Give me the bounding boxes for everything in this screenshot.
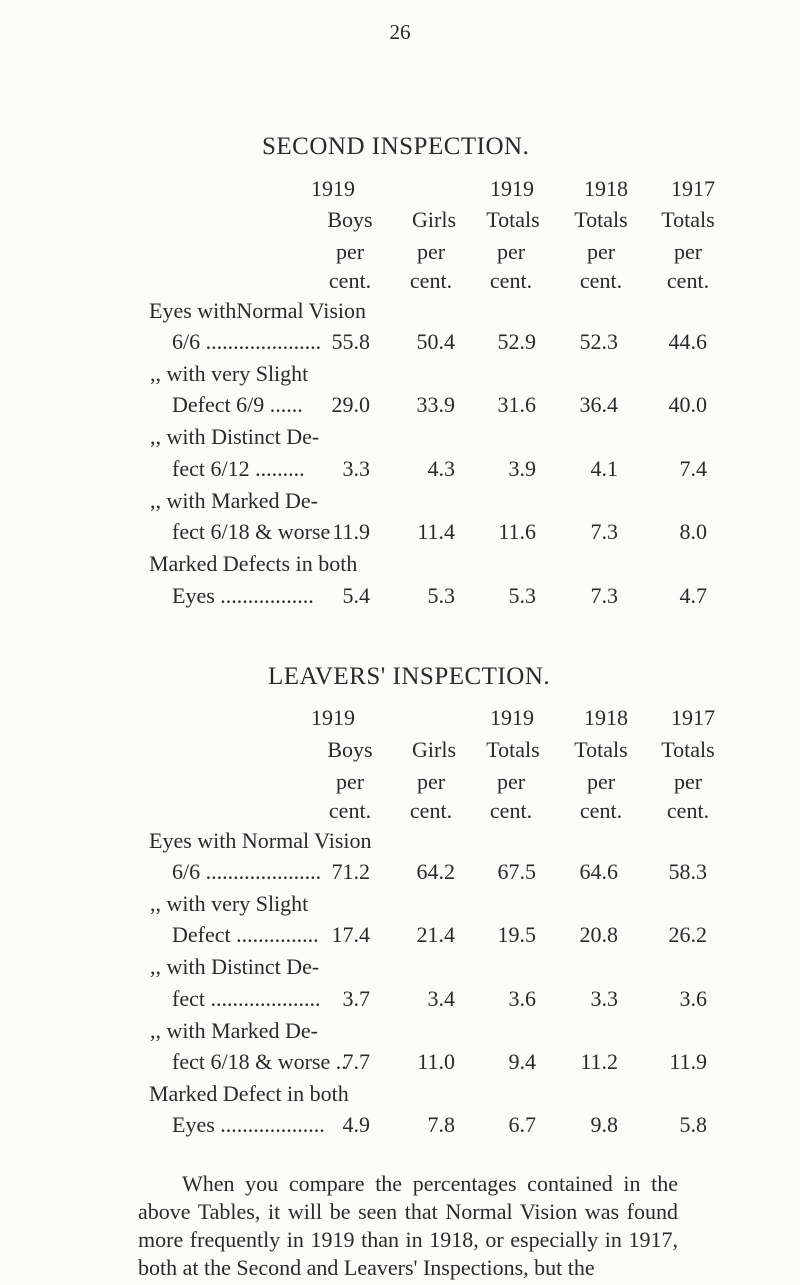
- header-year: 1917: [671, 176, 715, 201]
- cell-girls: 7.8: [427, 1112, 455, 1137]
- header-group: Totals: [486, 207, 540, 232]
- header-per: per: [416, 769, 446, 794]
- header-per: per: [335, 239, 365, 264]
- cell-girls: 11.0: [417, 1049, 455, 1074]
- header-cent: cent.: [489, 268, 533, 293]
- cell-totals-1917: 44.6: [668, 329, 707, 354]
- paragraph-text: When you compare the percentages contained in the above Tables, it will be seen that Normal Vision was found more frequently in 1919 than in 1918, or especially in 1917, both at the Second and Leavers' Inspections, but the: [138, 1171, 678, 1280]
- cell-totals-1918: 7.3: [590, 583, 618, 608]
- header-cent: cent.: [579, 268, 623, 293]
- table-title: LEAVERS' INSPECTION.: [268, 663, 551, 690]
- cell-boys: 3.3: [342, 456, 370, 481]
- cell-boys: 55.8: [331, 329, 370, 354]
- cell-totals-1918: 3.3: [590, 986, 618, 1011]
- cell-totals-1918: 20.8: [579, 922, 618, 947]
- cell-totals-1917: 11.9: [669, 1049, 707, 1074]
- row-pre-label: ,, with Marked De-: [150, 488, 319, 513]
- header-cent: cent.: [666, 268, 710, 293]
- cell-girls: 11.4: [417, 519, 455, 544]
- header-per: per: [586, 239, 616, 264]
- header-per: per: [586, 769, 616, 794]
- row-intro-label: Eyes with Normal Vision: [149, 828, 372, 853]
- cell-totals-1919: 3.6: [508, 986, 536, 1011]
- cell-girls: 64.2: [416, 859, 455, 884]
- cell-girls: 4.3: [427, 456, 455, 481]
- row-pre-label: ,, with very Slight: [150, 891, 309, 916]
- row-label: Eyes .................: [172, 583, 314, 608]
- row-pre-label: Marked Defect in both: [149, 1081, 349, 1106]
- header-group: Totals: [574, 737, 628, 762]
- header-per: per: [416, 239, 446, 264]
- row-intro-label: Eyes withNormal Vision: [149, 298, 367, 323]
- header-year: 1919: [490, 176, 534, 201]
- row-pre-label: ,, with very Slight: [150, 361, 309, 386]
- cell-boys: 71.2: [331, 859, 370, 884]
- header-group: Boys: [327, 207, 373, 232]
- cell-boys: 3.7: [342, 986, 370, 1011]
- cell-totals-1917: 7.4: [679, 456, 707, 481]
- cell-boys: 4.9: [342, 1112, 370, 1137]
- header-per: per: [673, 239, 703, 264]
- header-per: per: [496, 769, 526, 794]
- cell-totals-1919: 67.5: [497, 859, 536, 884]
- row-label: fect 6/18 & worse ..: [172, 1049, 347, 1074]
- cell-totals-1918: 52.3: [579, 329, 618, 354]
- cell-totals-1919: 9.4: [508, 1049, 536, 1074]
- cell-totals-1918: 4.1: [590, 456, 618, 481]
- cell-totals-1917: 58.3: [668, 859, 707, 884]
- header-year: 1919: [311, 176, 355, 201]
- cell-totals-1919: 52.9: [497, 329, 536, 354]
- row-label: Defect 6/9 ......: [172, 392, 303, 417]
- row-label: 6/6 .....................: [172, 859, 322, 884]
- table-title: SECOND INSPECTION.: [262, 133, 530, 160]
- header-year: 1918: [584, 705, 628, 730]
- header-group: Totals: [574, 207, 628, 232]
- cell-totals-1919: 3.9: [508, 456, 536, 481]
- page-number: 26: [389, 20, 411, 44]
- cell-totals-1918: 64.6: [579, 859, 618, 884]
- row-label: fect 6/18 & worse: [172, 519, 331, 544]
- cell-boys: 29.0: [331, 392, 370, 417]
- header-group: Boys: [327, 737, 373, 762]
- header-group: Totals: [486, 737, 540, 762]
- row-label: Defect ...............: [172, 922, 319, 947]
- cell-totals-1917: 4.7: [679, 583, 707, 608]
- cell-totals-1917: 3.6: [679, 986, 707, 1011]
- header-group: Totals: [661, 207, 715, 232]
- cell-totals-1917: 40.0: [668, 392, 707, 417]
- cell-girls: 33.9: [416, 392, 455, 417]
- cell-totals-1918: 11.2: [580, 1049, 618, 1074]
- header-year: 1919: [311, 705, 355, 730]
- header-per: per: [496, 239, 526, 264]
- row-label: 6/6 .....................: [172, 329, 322, 354]
- cell-totals-1917: 8.0: [679, 519, 707, 544]
- cell-totals-1919: 11.6: [498, 519, 536, 544]
- cell-girls: 50.4: [416, 329, 455, 354]
- cell-totals-1917: 26.2: [668, 922, 707, 947]
- row-label: fect ....................: [172, 986, 321, 1011]
- header-per: per: [673, 769, 703, 794]
- body-paragraph: [138, 1170, 678, 1282]
- header-group: Girls: [412, 207, 456, 232]
- cell-totals-1919: 31.6: [497, 392, 536, 417]
- header-year: 1918: [584, 176, 628, 201]
- cell-totals-1917: 5.8: [679, 1112, 707, 1137]
- cell-totals-1918: 7.3: [590, 519, 618, 544]
- cell-totals-1919: 19.5: [497, 922, 536, 947]
- cell-totals-1919: 6.7: [508, 1112, 536, 1137]
- header-cent: cent.: [409, 268, 453, 293]
- header-cent: cent.: [328, 268, 372, 293]
- header-cent: cent.: [579, 798, 623, 823]
- header-cent: cent.: [328, 798, 372, 823]
- header-group: Girls: [412, 737, 456, 762]
- cell-girls: 21.4: [416, 922, 455, 947]
- row-pre-label: ,, with Distinct De-: [150, 424, 320, 449]
- cell-boys: 5.4: [342, 583, 370, 608]
- row-pre-label: Marked Defects in both: [149, 551, 358, 576]
- cell-totals-1918: 9.8: [590, 1112, 618, 1137]
- row-pre-label: ,, with Distinct De-: [150, 954, 320, 979]
- cell-boys: 7.7: [342, 1049, 370, 1074]
- cell-totals-1919: 5.3: [508, 583, 536, 608]
- row-label: Eyes ...................: [172, 1112, 325, 1137]
- header-year: 1919: [490, 705, 534, 730]
- header-year: 1917: [671, 705, 715, 730]
- cell-girls: 3.4: [427, 986, 455, 1011]
- header-group: Totals: [661, 737, 715, 762]
- header-cent: cent.: [666, 798, 710, 823]
- header-cent: cent.: [409, 798, 453, 823]
- cell-girls: 5.3: [427, 583, 455, 608]
- cell-boys: 17.4: [331, 922, 370, 947]
- header-per: per: [335, 769, 365, 794]
- cell-boys: 11.9: [332, 519, 370, 544]
- header-cent: cent.: [489, 798, 533, 823]
- row-label: fect 6/12 .........: [172, 456, 305, 481]
- row-pre-label: ,, with Marked De-: [150, 1018, 319, 1043]
- cell-totals-1918: 36.4: [579, 392, 618, 417]
